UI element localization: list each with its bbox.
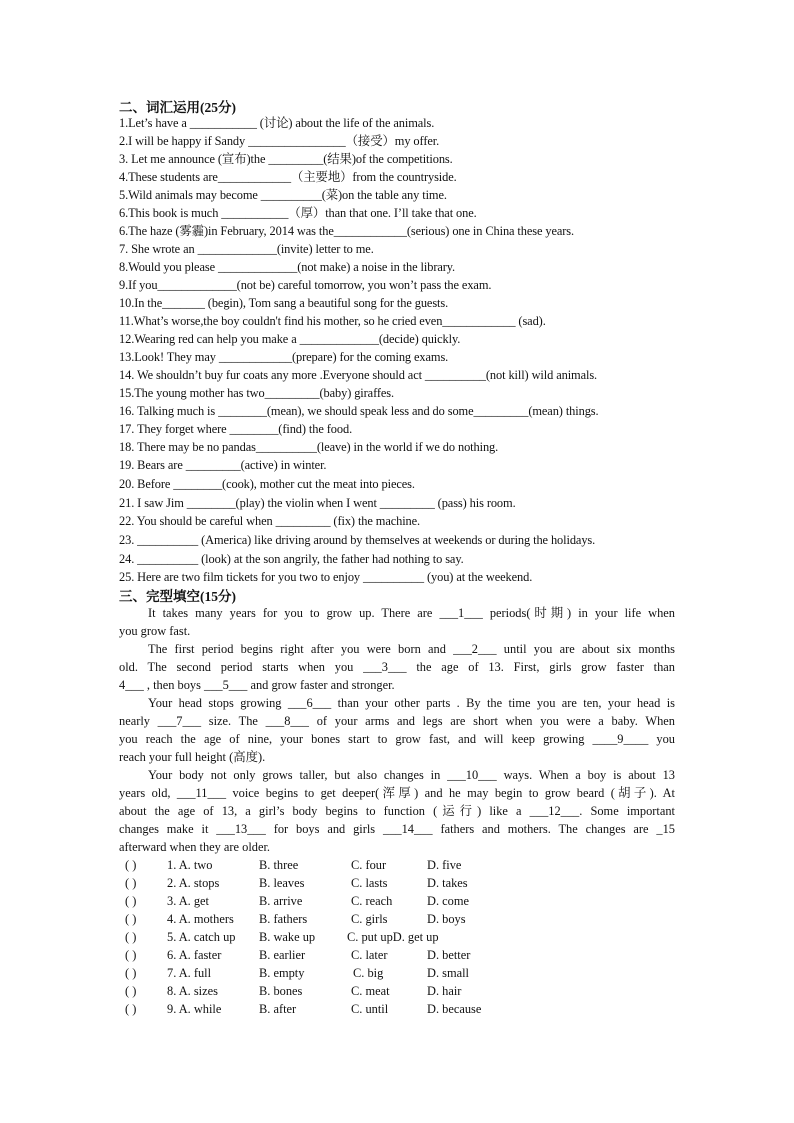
option-d: D. hair: [427, 984, 462, 998]
cloze-line: It takes many years for you to grow up. There are ___1___ periods(时期) in your life when: [148, 606, 675, 620]
cloze-line: nearly ___7___ size. The ___8___ of your arms and legs are short when you were a baby. When: [119, 714, 675, 728]
answer-bracket[interactable]: ( ): [125, 930, 137, 944]
vocab-item-14: 14. We shouldn’t buy fur coats any more .Everyone should act __________(not kill) wild animals.: [119, 368, 598, 382]
vocab-item-17: 17. They forget where ________(find) the food.: [119, 422, 353, 436]
vocab-item-10: 10.In the_______ (begin), Tom sang a beautiful song for the guests.: [119, 296, 449, 310]
option-a: 5. A. catch up: [167, 930, 236, 944]
vocab-item-20: 20. Before ________(cook), mother cut the meat into pieces.: [119, 477, 415, 491]
option-d: D. boys: [427, 912, 466, 926]
option-a: 8. A. sizes: [167, 984, 218, 998]
option-c: C. four: [351, 858, 387, 872]
option-d: D. come: [427, 894, 469, 908]
answer-bracket[interactable]: ( ): [125, 912, 137, 926]
cloze-paragraph-4: [119, 766, 675, 856]
cloze-line: Your body not only grows taller, but also changes in ___10___ ways. When a boy is about 13: [148, 768, 675, 782]
vocab-item-2: 2.I will be happy if Sandy ________________（接受）my offer.: [119, 134, 440, 148]
option-a: 2. A. stops: [167, 876, 220, 890]
cloze-line: old. The second period starts when you ___3___ the age of 13. First, girls grow faster than: [119, 660, 675, 674]
option-a: 7. A. full: [167, 966, 212, 980]
option-b: B. empty: [259, 966, 305, 980]
cloze-line: 4___ , then boys ___5___ and grow faster and stronger.: [119, 678, 395, 692]
section3-title: 三、完型填空(15分): [119, 589, 236, 604]
vocab-item-1: 1.Let’s have a ___________ (讨论) about the life of the animals.: [119, 116, 435, 130]
option-row-8: [119, 983, 539, 999]
vocab-item-19: 19. Bears are _________(active) in winter.: [119, 458, 327, 472]
vocab-item-7: 7. She wrote an _____________(invite) letter to me.: [119, 242, 374, 256]
vocab-item-12: 12.Wearing red can help you make a _____________(decide) quickly.: [119, 332, 461, 346]
answer-bracket[interactable]: ( ): [125, 966, 137, 980]
vocab-item-25: 25. Here are two film tickets for you two to enjoy __________ (you) at the weekend.: [119, 570, 533, 584]
vocab-item-23: 23. __________ (America) like driving around by themselves at weekends or during the holidays.: [119, 533, 596, 547]
option-row-7: [119, 965, 539, 981]
cloze-line: afterward when they are older.: [119, 840, 271, 854]
vocab-item-9: 9.If you_____________(not be) careful tomorrow, you won’t pass the exam.: [119, 278, 492, 292]
option-row-2: [119, 875, 539, 891]
option-row-4: [119, 911, 539, 927]
cloze-line: The first period begins right after you were born and ___2___ until you are about six months: [148, 642, 675, 656]
vocab-item-11: 11.What’s worse,the boy couldn't find his mother, so he cried even____________ (sad).: [119, 314, 546, 328]
option-row-5: [119, 929, 539, 945]
vocab-item-3: 3. Let me announce (宣布)the _________(结果)of the competitions.: [119, 152, 453, 166]
vocab-item-22: 22. You should be careful when _________ (fix) the machine.: [119, 514, 421, 528]
option-d: D. because: [427, 1002, 482, 1016]
option-b: B. three: [259, 858, 299, 872]
vocab-item-18: 18. There may be no pandas__________(leave) in the world if we do nothing.: [119, 440, 499, 454]
cloze-line: Your head stops growing ___6___ than your other parts . By the time you are ten, your head is: [148, 696, 675, 710]
option-a: 3. A. get: [167, 894, 209, 908]
answer-bracket[interactable]: ( ): [125, 984, 137, 998]
option-d: D. small: [427, 966, 469, 980]
cloze-paragraph-1: [119, 604, 675, 640]
vocab-item-6b: 6.The haze (雾霾)in February, 2014 was the____________(serious) one in China these years.: [119, 224, 575, 238]
answer-bracket[interactable]: ( ): [125, 894, 137, 908]
vocab-item-4: 4.These students are____________（主要地）from the countryside.: [119, 170, 457, 184]
option-c: C. reach: [351, 894, 393, 908]
option-row-3: [119, 893, 539, 909]
option-c: C. until: [351, 1002, 389, 1016]
option-a: 6. A. faster: [167, 948, 222, 962]
option-a: 9. A. while: [167, 1002, 222, 1016]
cloze-paragraph-3: [119, 694, 675, 766]
answer-bracket[interactable]: ( ): [125, 948, 137, 962]
option-a: 1. A. two: [167, 858, 213, 872]
option-c: C. lasts: [351, 876, 388, 890]
option-c: C. put upD. get up: [347, 930, 439, 944]
section2-title: 二、词汇运用(25分): [119, 100, 236, 115]
vocab-item-16: 16. Talking much is ________(mean), we should speak less and do some_________(mean) things.: [119, 404, 599, 418]
option-b: B. leaves: [259, 876, 305, 890]
option-d: D. better: [427, 948, 471, 962]
option-b: B. bones: [259, 984, 303, 998]
cloze-paragraph-2: [119, 640, 675, 694]
option-b: B. fathers: [259, 912, 308, 926]
vocab-item-5: 5.Wild animals may become __________(菜)on the table any time.: [119, 188, 447, 202]
option-b: B. earlier: [259, 948, 306, 962]
vocab-item-13: 13.Look! They may ____________(prepare) for the coming exams.: [119, 350, 449, 364]
option-row-6: [119, 947, 539, 963]
answer-bracket[interactable]: ( ): [125, 876, 137, 890]
option-b: B. arrive: [259, 894, 303, 908]
option-d: D. five: [427, 858, 462, 872]
cloze-line: about the age of 13, a girl’s body begins to function (运行) like a ___12___. Some important: [119, 804, 675, 818]
option-a: 4. A. mothers: [167, 912, 234, 926]
option-row-1: [119, 857, 539, 873]
cloze-line: reach your full height (高度).: [119, 750, 266, 764]
vocab-item-24: 24. __________ (look) at the son angrily, the father had nothing to say.: [119, 552, 464, 566]
option-d: D. takes: [427, 876, 468, 890]
option-b: B. wake up: [259, 930, 316, 944]
vocab-item-15: 15.The young mother has two_________(baby) giraffes.: [119, 386, 395, 400]
answer-bracket[interactable]: ( ): [125, 1002, 137, 1016]
cloze-line: you reach the age of nine, your bones start to grow fast, and will keep growing ____9____ you: [119, 732, 675, 746]
option-row-9: [119, 1001, 539, 1017]
option-c: C. girls: [351, 912, 388, 926]
option-c: C. meat: [351, 984, 390, 998]
cloze-line: years old, ___11___ voice begins to get deeper(浑厚) and he may begin to grow beard (胡子). At: [119, 786, 675, 800]
answer-bracket[interactable]: ( ): [125, 858, 137, 872]
option-c: C. big: [353, 966, 384, 980]
cloze-line: you grow fast.: [119, 624, 191, 638]
vocab-item-21: 21. I saw Jim ________(play) the violin when I went _________ (pass) his room.: [119, 496, 516, 510]
cloze-line: changes make it ___13___ for boys and girls ___14___ fathers and mothers. The changes are _15: [119, 822, 675, 836]
option-b: B. after: [259, 1002, 297, 1016]
vocab-item-6a: 6.This book is much ___________（厚）than that one. I’ll take that one.: [119, 206, 477, 220]
vocab-item-8: 8.Would you please _____________(not make) a noise in the library.: [119, 260, 456, 274]
option-c: C. later: [351, 948, 388, 962]
